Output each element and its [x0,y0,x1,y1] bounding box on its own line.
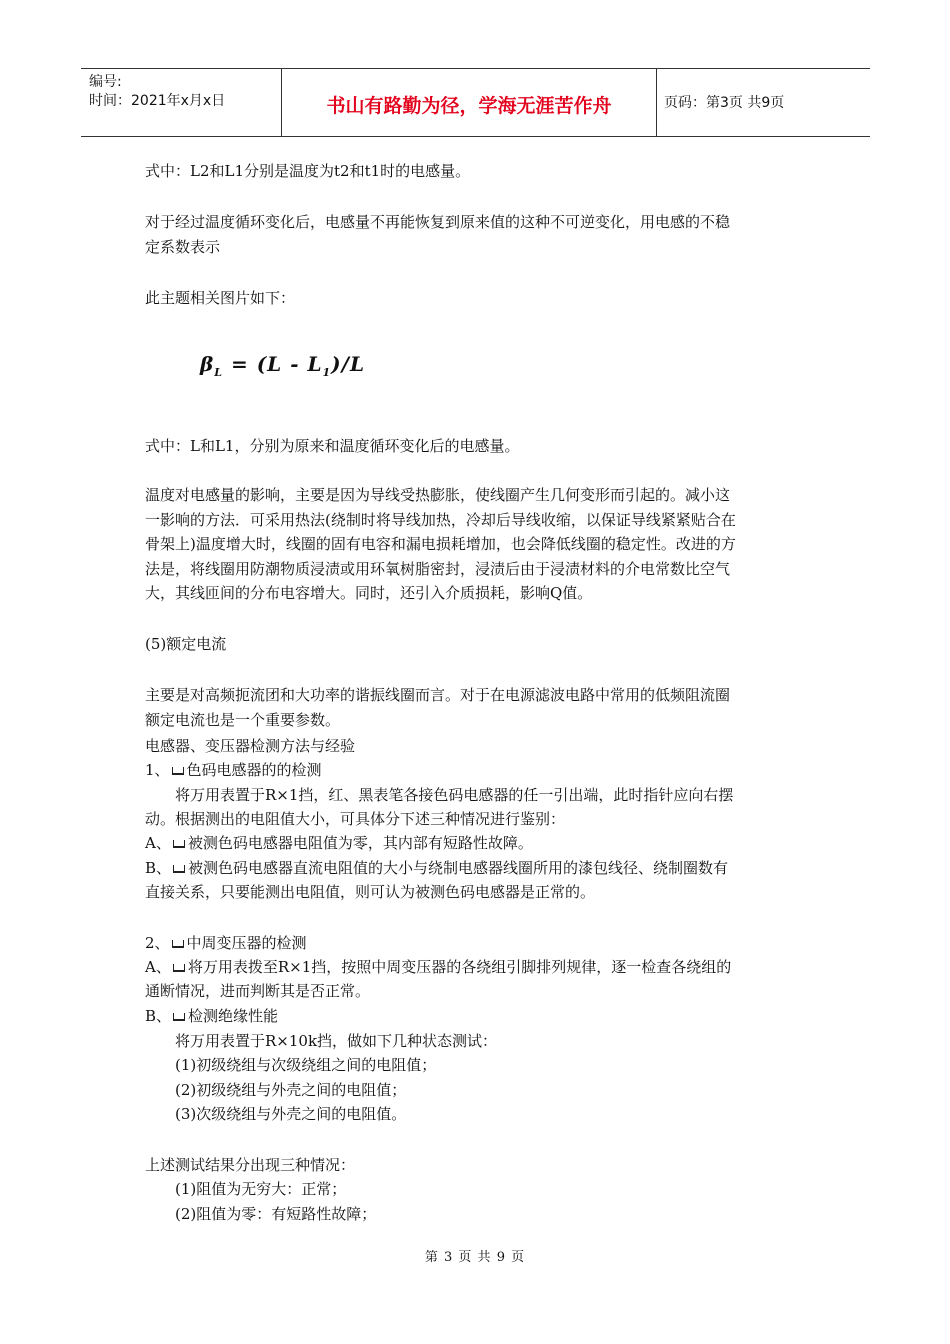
subsection-2-title [145,931,307,955]
page-footer: 第 3 页 共 9 页 [424,1250,526,1265]
item-b-text: 检测绝缘性能 [188,1007,279,1025]
paragraph-7-line: 额定电流也是一个重要参数。 [145,710,341,729]
paragraph-5-line: 法是，将线圈用防潮物质浸渍或用环氧树脂密封，浸渍后由于浸渍材料的介电常数比空气 [145,559,731,578]
bullet-mark-icon [173,865,185,873]
subsection-2-item-a [145,955,731,979]
subsection-2-label: 中周变压器的检测 [186,934,307,952]
paragraph-4: 式中：L和L1，分别为原来和温度循环变化后的电感量。 [145,437,520,455]
subsection-1-body-line-1: 将万用表置于R×1挡，红、黑表笔各接色码电感器的任一引出端，此时指针应向右摆 [175,786,734,804]
paragraph-2 [145,210,815,259]
test-item: (1)初级绕组与次级绕组之间的电阻值； [175,1056,437,1074]
subsection-1-item-a [145,831,533,855]
item-a-text: 将万用表拨至R×1挡，按照中周变压器的各绕组引脚排列规律，逐一检查各绕组的 [187,958,732,976]
item-a-prefix: A、 [145,834,171,852]
page-info: 页码：第3页 共9页 [664,95,785,111]
page-header [81,68,870,137]
result-item: (2)阻值为零：有短路性故障； [175,1205,377,1223]
subsection-1-number: 1、 [145,761,170,779]
section-title-detection: 电感器、变压器检测方法与经验 [145,737,356,755]
paragraph-2-line: 定系数表示 [145,237,221,256]
test-item: (3)次级绕组与外壳之间的电阻值。 [175,1105,407,1123]
motto: 书山有路勤为径，学海无涯苦作舟 [326,95,612,117]
number-label: 编号: [89,74,122,90]
subsection-1-item-b [145,856,728,880]
header-page-cell [656,69,870,136]
subsection-2-item-b [145,1004,278,1028]
header-motto-cell [281,69,657,136]
paragraph-1: 式中：L2和L1分别是温度为t2和t1时的电感量。 [145,162,471,180]
subsection-1-title [145,758,322,782]
paragraph-5-line: 温度对电感量的影响，主要是因为导线受热膨胀，使线圈产生几何变形而引起的。减小这 [145,486,731,504]
formula-text: $\beta_L = (L - L_1)/L$ [200,352,366,379]
item-b-prefix: B、 [145,859,172,877]
item-b-prefix: B、 [145,1007,172,1025]
paragraph-5-line: 大，其线匝间的分布电容增大。同时，还引入介质损耗，影响Q值。 [145,584,593,602]
subsection-2-number: 2、 [145,934,170,952]
formula [200,352,365,379]
bullet-mark-icon [173,964,185,972]
subsection-2-item-a-cont: 通断情况，进而判断其是否正常。 [145,982,371,1000]
result-item: (1)阻值为无穷大：正常； [175,1180,347,1198]
item-a-text: 被测色码电感器电阻值为零，其内部有短路性故障。 [187,834,533,852]
bullet-mark-icon [172,940,184,948]
header-meta [81,69,281,136]
subsection-1-item-b-cont: 直接关系，只要能测出电阻值，则可认为被测色码电感器是正常的。 [145,883,596,901]
paragraph-7 [145,683,815,732]
subsection-2-b-body: 将万用表置于R×10k挡，做如下几种状态测试： [175,1032,498,1050]
bullet-mark-icon [173,1013,185,1021]
section-heading-rated-current: (5)额定电流 [145,635,227,653]
paragraph-5-line: 一影响的方法．可采用热法(绕制时将导线加热，冷却后导线收缩，以保证导线紧紧贴合在 [145,510,736,529]
test-item: (2)初级绕组与外壳之间的电阻值； [175,1081,407,1099]
results-title: 上述测试结果分出现三种情况： [145,1156,356,1174]
paragraph-3: 此主题相关图片如下： [145,289,296,307]
paragraph-5 [145,483,815,606]
paragraph-5-line: 骨架上)温度增大时，线圈的固有电容和漏电损耗增加，也会降低线圈的稳定性。改进的方 [145,535,736,553]
subsection-1-label: 色码电感器的的检测 [186,761,322,779]
item-b-text: 被测色码电感器直流电阻值的大小与绕制电感器线圈所用的漆包线径、绕制圈数有 [188,859,729,877]
time-label: 时间：2021年x月x日 [89,93,226,109]
subsection-1-body-line-2: 动。根据测出的电阻值大小，可具体分下述三种情况进行鉴别： [145,810,566,828]
paragraph-7-line: 主要是对高频扼流团和大功率的谐振线圈而言。对于在电源滤波电路中常用的低频阻流圈 [145,686,731,704]
bullet-mark-icon [173,840,185,848]
item-a-prefix: A、 [145,958,171,976]
paragraph-2-line: 对于经过温度循环变化后，电感量不再能恢复到原来值的这种不可逆变化，用电感的不稳 [145,213,731,231]
bullet-mark-icon [172,767,184,775]
